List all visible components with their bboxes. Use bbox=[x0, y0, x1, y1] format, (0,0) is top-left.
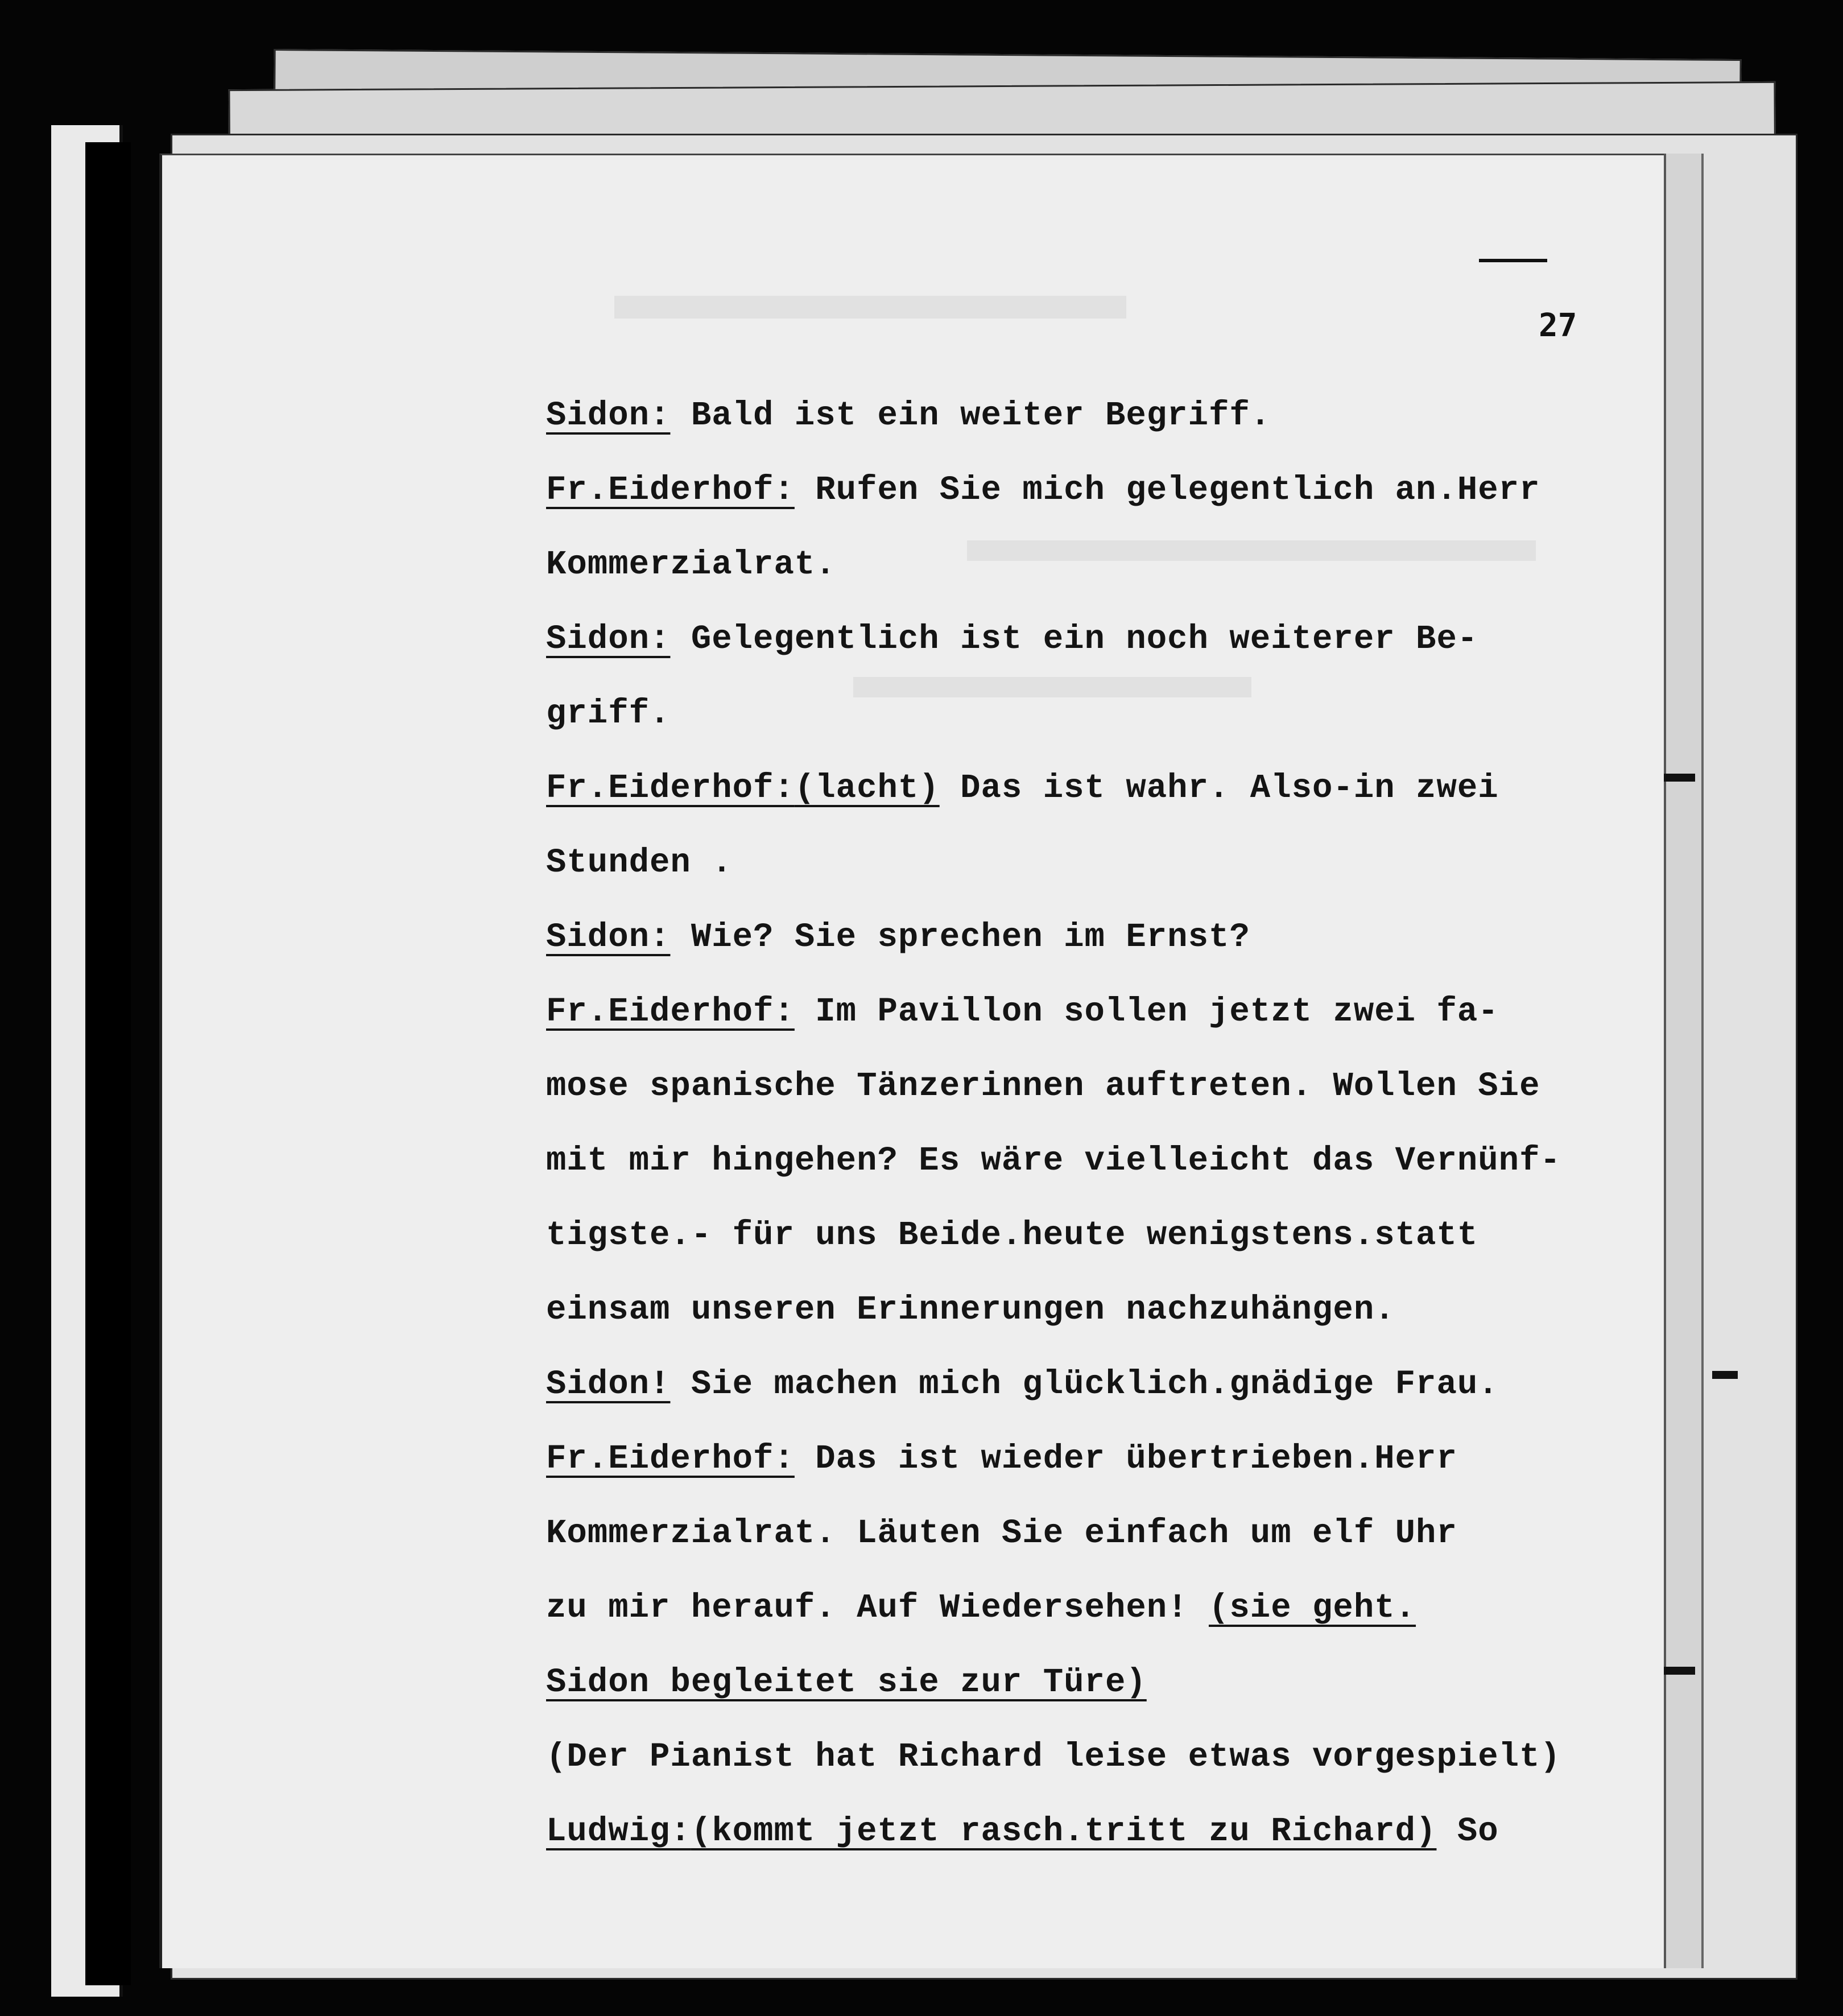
dialogue-text: Rufen Sie mich gelegentlich an.Herr bbox=[794, 471, 1540, 509]
speaker-name: Sidon: bbox=[546, 396, 671, 435]
edge-mark bbox=[1479, 259, 1547, 262]
dialogue-text: mit mir hingehen? Es wäre vielleicht das Vernünf- bbox=[546, 1142, 1561, 1180]
typescript-line bbox=[546, 1273, 1661, 1347]
dialogue-text: mose spanische Tänzerinnen auftreten. Wollen Sie bbox=[546, 1067, 1540, 1105]
dialogue-text: Kommerzialrat. bbox=[546, 546, 836, 584]
speaker-name: Fr.Eiderhof: bbox=[546, 471, 795, 509]
dialogue-text: Im Pavillon sollen jetzt zwei fa- bbox=[794, 993, 1499, 1031]
speaker-name: Ludwig: bbox=[546, 1812, 691, 1850]
dialogue-text: Kommerzialrat. Läuten Sie einfach um elf Uhr bbox=[546, 1514, 1457, 1552]
typescript-line bbox=[546, 1720, 1661, 1794]
dialogue-text: Bald ist ein weiter Begriff. bbox=[670, 396, 1271, 435]
typescript-text bbox=[546, 378, 1661, 1869]
typescript-line bbox=[546, 453, 1661, 527]
stage-direction: (lacht) bbox=[794, 769, 940, 807]
edge-mark bbox=[1712, 1371, 1738, 1379]
typescript-line bbox=[546, 527, 1661, 602]
dialogue-text: Gelegentlich ist ein noch weiterer Be- bbox=[670, 620, 1478, 658]
dialogue-text: Sie machen mich glücklich.gnädige Frau. bbox=[670, 1365, 1499, 1403]
typescript-line bbox=[546, 825, 1661, 900]
typescript-line bbox=[546, 602, 1661, 676]
dialogue-text: Stunden . bbox=[546, 844, 733, 882]
typescript-line bbox=[546, 1496, 1661, 1571]
speaker-name: Sidon! bbox=[546, 1365, 671, 1403]
speaker-name: Fr.Eiderhof: bbox=[546, 993, 795, 1031]
dialogue-text: Wie? Sie sprechen im Ernst? bbox=[670, 918, 1250, 956]
dialogue-text: tigste.- für uns Beide.heute wenigstens.statt bbox=[546, 1216, 1478, 1254]
stage-direction: Sidon begleitet sie zur Türe) bbox=[546, 1663, 1147, 1701]
typescript-line bbox=[546, 676, 1661, 751]
typescript-line bbox=[546, 1571, 1661, 1645]
typescript-line bbox=[546, 751, 1661, 825]
typescript-line bbox=[546, 1123, 1661, 1198]
edge-mark bbox=[1664, 774, 1695, 782]
typescript-line bbox=[546, 1645, 1661, 1720]
edge-mark bbox=[1664, 1667, 1695, 1675]
dialogue-text: zu mir herauf. Auf Wiedersehen! bbox=[546, 1589, 1209, 1627]
typescript-line bbox=[546, 974, 1661, 1049]
stage-direction: (sie geht. bbox=[1208, 1589, 1416, 1627]
dialogue-text: So bbox=[1436, 1812, 1499, 1850]
typescript-line bbox=[546, 1794, 1661, 1869]
show-through-smudge bbox=[614, 296, 1126, 319]
typescript-line bbox=[546, 1422, 1661, 1496]
speaker-name: Fr.Eiderhof: bbox=[546, 1440, 795, 1478]
typescript-line bbox=[546, 378, 1661, 453]
binding-shadow bbox=[85, 142, 131, 1985]
typescript-line bbox=[546, 1049, 1661, 1123]
speaker-name: Fr.Eiderhof: bbox=[546, 769, 795, 807]
speaker-name: Sidon: bbox=[546, 620, 671, 658]
typescript-line bbox=[546, 900, 1661, 974]
dialogue-text: einsam unseren Erinnerungen nachzuhängen. bbox=[546, 1291, 1395, 1329]
dialogue-text: Das ist wieder übertrieben.Herr bbox=[794, 1440, 1457, 1478]
typescript-line bbox=[546, 1198, 1661, 1273]
page-number: 27 bbox=[1539, 307, 1577, 344]
dialogue-text: Das ist wahr. Also-in zwei bbox=[939, 769, 1499, 807]
typescript-line bbox=[546, 1347, 1661, 1422]
dialogue-text: griff. bbox=[546, 695, 671, 733]
stage-direction: (kommt jetzt rasch.tritt zu Richard) bbox=[691, 1812, 1437, 1850]
dialogue-text: (Der Pianist hat Richard leise etwas vorgespielt) bbox=[546, 1738, 1561, 1776]
speaker-name: Sidon: bbox=[546, 918, 671, 956]
right-page-edge bbox=[1664, 154, 1704, 1968]
